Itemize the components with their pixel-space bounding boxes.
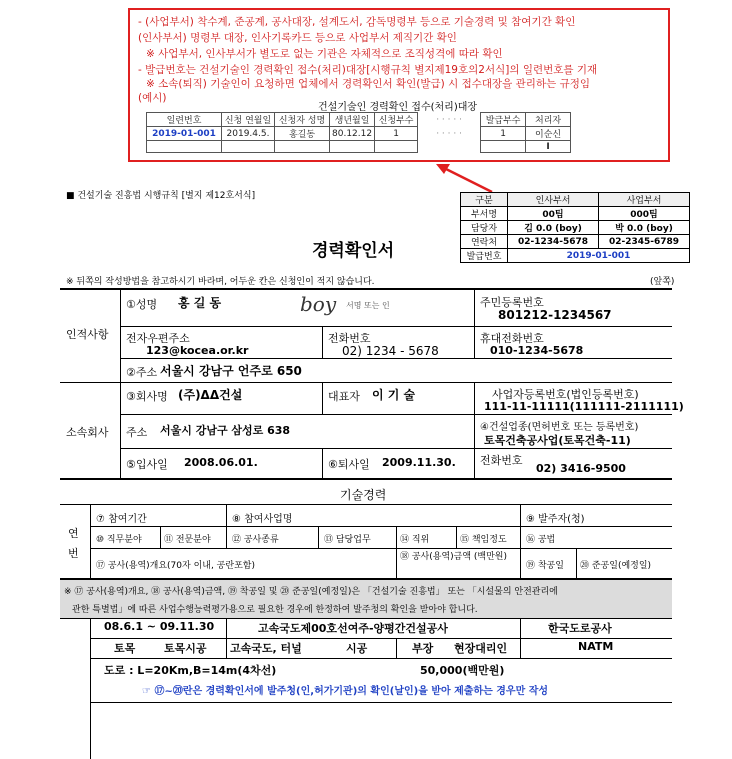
reg-serial: 2019-01-001 — [147, 127, 222, 141]
form-top-border — [60, 288, 672, 290]
row-period: 08.6.1 ~ 09.11.30 — [104, 620, 215, 633]
biztype-value: 토목건축공사업(토목건축-11) — [484, 434, 631, 447]
phone-label: 전화번호 — [328, 332, 371, 345]
company-section-label: 소속회사 — [66, 426, 109, 439]
app-contact-hr: 02-1234-5678 — [508, 235, 599, 249]
reg-birth: 80.12.12 — [330, 127, 375, 141]
page-side: (앞쪽) — [650, 277, 675, 287]
app-issue-label: 발급번호 — [461, 249, 508, 263]
app-manager-biz: 박 0.0 (boy) — [599, 221, 690, 235]
app-contact-biz: 02-2345-6789 — [599, 235, 690, 249]
app-manager-label: 담당자 — [461, 221, 508, 235]
col-method: ⑯ 공법 — [526, 535, 556, 545]
mobile-value: 010-1234-5678 — [490, 344, 584, 357]
note-line-2: 관한 특별법」에 따른 사업수행능력평가용으로 필요한 경우에 한정하여 발주청의 확인을 받아야 합니다. — [72, 605, 478, 615]
caddr-label: 주소 — [126, 426, 148, 439]
ceo-value: 이 기 술 — [372, 388, 416, 402]
email-label: 전자우편주소 — [126, 332, 190, 345]
row-summary: 도로 : L=20Km,B=14m(4차선) — [104, 664, 277, 677]
cphone-label: 전화번호 — [480, 454, 523, 467]
rrn-label: 주민등록번호 — [480, 296, 544, 309]
bizno-value: 111-11-11111(111111-2111111) — [484, 400, 684, 413]
reg-h-name: 신청자 성명 — [275, 113, 330, 127]
app-issue-number: 2019-01-001 — [508, 249, 690, 263]
row-amount: 50,000(백만원) — [420, 664, 505, 677]
reg-h-issued: 발급부수 — [481, 113, 526, 127]
col-client: ⑨ 발주자(청) — [526, 514, 585, 525]
reg-copies: 1 — [375, 127, 418, 141]
row-method: NATM — [578, 640, 614, 653]
form-title: 경력확인서 — [312, 241, 395, 261]
notice-line-6: (예시) — [138, 92, 167, 104]
law-reference: ■ 건설기술 진흥법 시행규칙 [별지 제12호서식] — [66, 191, 256, 201]
rrn-value: 801212-1234567 — [498, 308, 612, 322]
notice-line-2: (인사부서) 명령부 대장, 인사기록카드 등으로 사업부서 제직기간 확인 — [138, 32, 457, 44]
phone-value: 02) 1234 - 5678 — [342, 344, 439, 358]
company-value: (주)ΔΔ건설 — [178, 388, 243, 402]
col-summary: ⑰ 공사(용역)개요(70자 이내, 공란포함) — [96, 561, 255, 571]
note-line-1: ※ ⑰ 공사(용역)개요, ⑱ 공사(용역)금액, ⑲ 착공일 및 ⑳ 준공일(예정일)은 「건설기술 진흥법」 또는 「시설물의 안전관리에 — [64, 587, 558, 597]
app-dept-hr: 00팀 — [508, 207, 599, 221]
join-label: ⑤입사일 — [126, 458, 168, 471]
app-dept-label: 부서명 — [461, 207, 508, 221]
col-position: ⑭ 직위 — [400, 535, 430, 545]
approval-table — [460, 192, 690, 263]
row-field: 토목 — [114, 642, 136, 655]
reg-h-copies: 신청부수 — [375, 113, 418, 127]
biztype-label: ④건설업종(면허번호 또는 등록번호) — [480, 422, 639, 433]
notice-line-4: - 발급번호는 건설기술인 경력확인 접수(처리)대장[시행규칙 별지제19호의2서식]의 일련번호를 기재 — [138, 64, 598, 76]
personal-section-label: 인적사항 — [66, 328, 109, 341]
reg-h-birth: 생년월일 — [330, 113, 375, 127]
bizno-label: 사업자등록번호(법인등록번호) — [492, 388, 639, 401]
app-manager-hr: 김 0.0 (boy) — [508, 221, 599, 235]
reg-h-serial: 일련번호 — [147, 113, 222, 127]
col-serial: 연 번 — [68, 527, 79, 560]
address-value: 서울시 강남구 언주로 650 — [160, 364, 302, 378]
col-period: ⑦ 참여기간 — [96, 514, 147, 525]
join-value: 2008.06.01. — [184, 456, 258, 469]
col-resp: ⑮ 책임정도 — [460, 535, 507, 545]
row-note: ☞ ⑰~⑳란은 경력확인서에 발주청(인,허가기관)의 확인(날인)을 받아 제출하는 경우만 작성 — [142, 686, 549, 697]
reg-dots: · · · · · — [436, 128, 462, 139]
app-contact-label: 연락처 — [461, 235, 508, 249]
app-h-category: 구분 — [461, 193, 508, 207]
register-title: 건설기술인 경력확인 접수(처리)대장 — [318, 102, 478, 113]
row-special: 토목시공 — [164, 642, 207, 655]
reg-h-date: 신청 연월일 — [222, 113, 275, 127]
reg-date: 2019.4.5. — [222, 127, 275, 141]
sign-label: 서명 또는 인 — [346, 301, 390, 310]
address-label: ②주소 — [126, 366, 158, 379]
app-h-biz: 사업부서 — [599, 193, 690, 207]
email-value: 123@kocea.or.kr — [146, 344, 249, 357]
row-resp: 현장대리인 — [454, 642, 508, 655]
col-duty: ⑬ 담당업무 — [324, 535, 371, 545]
app-dept-biz: 000팀 — [599, 207, 690, 221]
row-position: 부장 — [412, 642, 434, 655]
register-table: 일련번호 신청 연월일 신청자 성명 생년월일 신청부수 · · · · · 발급부수 처리자 2019-01-001 2019.4.5. 홍길동 80.12.12 1 · · · · · 1 이순신 I — [146, 112, 571, 153]
col-project: ⑧ 참여사업명 — [232, 514, 293, 525]
reg-h-dots: · · · · · — [436, 114, 462, 125]
reg-name: 홍길동 — [275, 127, 330, 141]
col-amount: ⑱ 공사(용역)금액 (백만원) — [400, 552, 508, 562]
notice-line-3: ※ 사업부서, 인사부서가 별도로 없는 기관은 자체적으로 조직성격에 따라 확인 — [146, 48, 503, 60]
row-client: 한국도로공사 — [548, 622, 612, 635]
mobile-label: 휴대전화번호 — [480, 332, 544, 345]
form-instruction: ※ 뒤쪽의 작성방법을 참고하시기 바라며, 어두운 칸은 신청인이 적지 않습니다. — [66, 277, 375, 287]
caddr-value: 서울시 강남구 삼성로 638 — [160, 424, 291, 437]
leave-label: ⑥퇴사일 — [328, 458, 370, 471]
cphone-value: 02) 3416-9500 — [536, 462, 626, 475]
row-project: 고속국도제00호선여주-양평간건설공사 — [258, 622, 448, 635]
col-special: ⑪ 전문분야 — [164, 535, 211, 545]
notice-line-5: ※ 소속(퇴직) 기술인이 요청하면 업체에서 경력확인서 확인(발급) 시 접수대장을 관리하는 규정임 — [146, 78, 590, 90]
col-type: ⑫ 공사종류 — [232, 535, 279, 545]
notice-line-1: - (사업부서) 착수계, 준공계, 공사대장, 설계도서, 감독명령부 등으로 기술경력 및 참여기간 확인 — [138, 16, 576, 28]
signature: boy — [300, 292, 337, 316]
col-start: ⑲ 착공일 — [526, 561, 564, 571]
ceo-label: 대표자 — [328, 390, 360, 403]
col-end: ⑳ 준공일(예정일) — [580, 561, 652, 571]
name-value: 홍 길 동 — [178, 296, 222, 310]
reg-handler: 이순신 — [526, 127, 571, 141]
row-duty: 시공 — [346, 642, 368, 655]
notice-box — [128, 8, 670, 162]
name-label: ①성명 — [126, 298, 158, 311]
career-title: 기술경력 — [340, 488, 387, 502]
reg-h-handler: 처리자 — [526, 113, 571, 127]
row-type: 고속국도, 터널 — [230, 642, 302, 655]
col-field: ⑩ 직무분야 — [96, 535, 142, 545]
app-h-hr: 인사부서 — [508, 193, 599, 207]
reg-issued: 1 — [481, 127, 526, 141]
company-label: ③회사명 — [126, 390, 168, 403]
leave-value: 2009.11.30. — [382, 456, 456, 469]
